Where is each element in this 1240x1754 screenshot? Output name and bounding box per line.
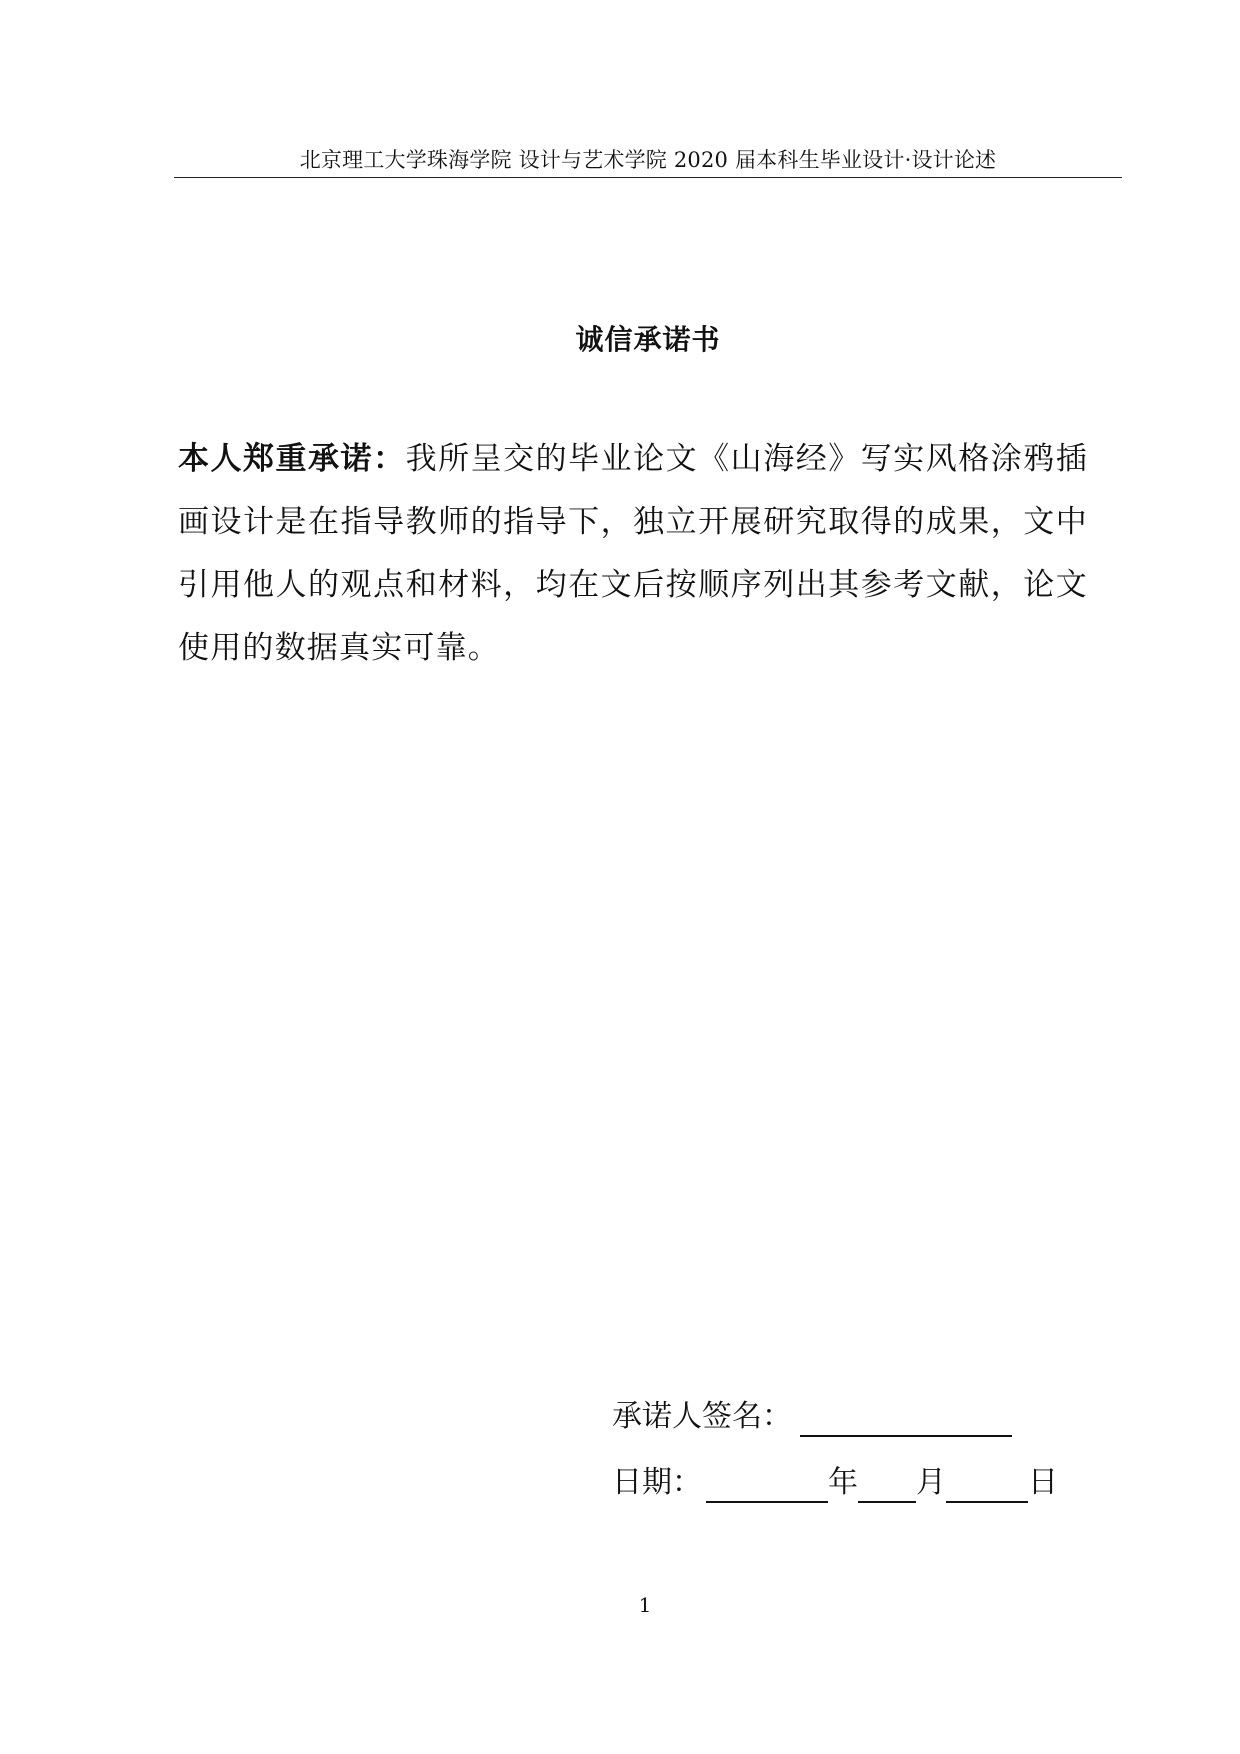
day-blank[interactable] (946, 1467, 1028, 1503)
signer-label: 承诺人签名： (612, 1399, 792, 1434)
year-blank[interactable] (706, 1467, 828, 1503)
page-number: 1 (638, 1593, 652, 1617)
date-row (612, 1463, 1132, 1503)
day-unit: 日 (1028, 1465, 1058, 1500)
pledge-paragraph (178, 428, 1088, 680)
running-header: 北京理工大学珠海学院 设计与艺术学院 2020 届本科生毕业设计·设计论述 (299, 148, 997, 172)
header-divider (174, 177, 1122, 178)
signature-block (612, 1397, 1132, 1503)
month-blank[interactable] (858, 1467, 916, 1503)
signer-row (612, 1397, 1132, 1437)
pledge-body: 我所呈交的毕业论文《山海经》写实风格涂鸦插画设计是在指导教师的指导下，独立开展研究取得的成果，文中引用他人的观点和材料，均在文后按顺序列出其参考文献，论文使用的数据真实可靠。 (178, 441, 1088, 666)
pledge-lead: 本人郑重承诺： (178, 441, 406, 477)
month-unit: 月 (916, 1465, 946, 1500)
year-unit: 年 (828, 1465, 858, 1500)
date-label: 日期： (612, 1465, 702, 1500)
signer-name-blank[interactable] (800, 1401, 1012, 1437)
page-title: 诚信承诺书 (575, 323, 721, 356)
